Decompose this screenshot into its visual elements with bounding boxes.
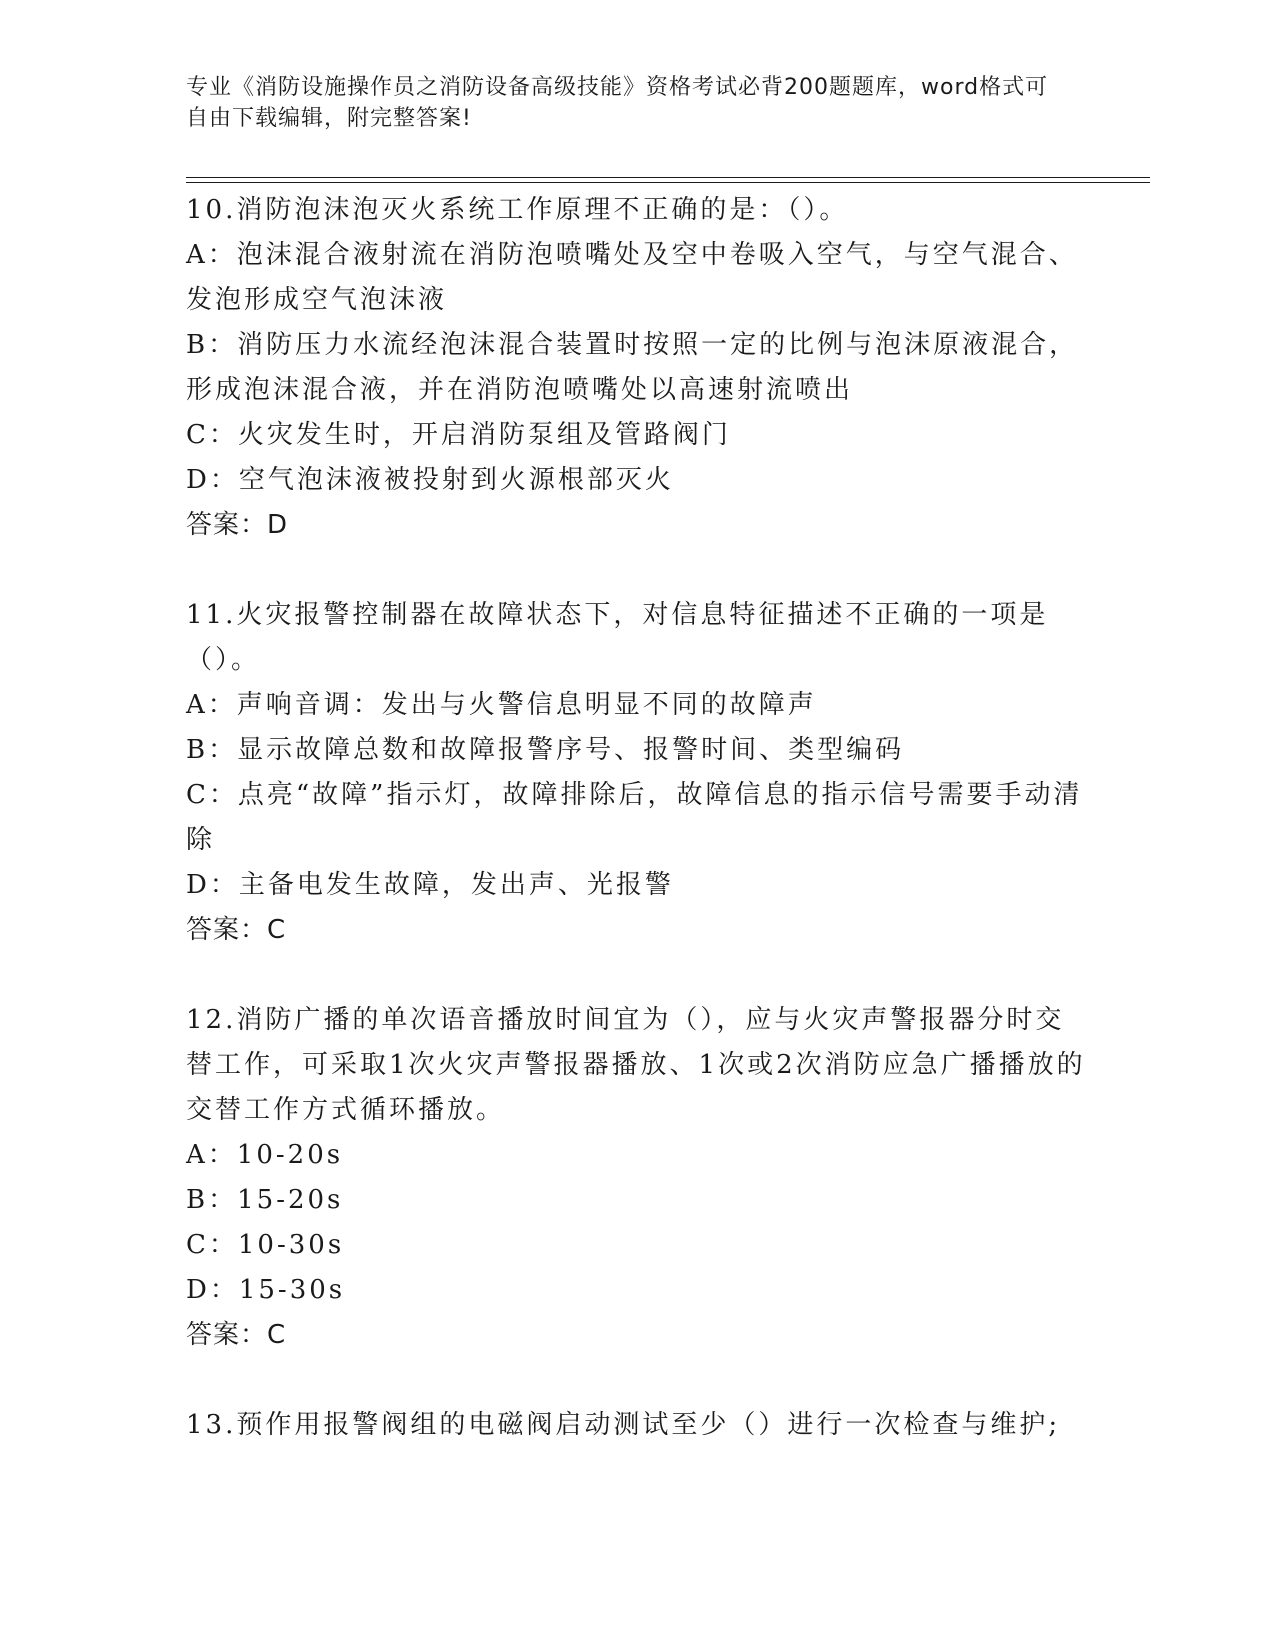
option-a: A：泡沫混合液射流在消防泡喷嘴处及空中卷吸入空气，与空气混合、发泡形成空气泡沫液: [186, 240, 1078, 315]
option-d: D：主备电发生故障，发出声、光报警: [186, 870, 674, 900]
option-b: B：显示故障总数和故障报警序号、报警时间、类型编码: [186, 735, 905, 765]
question-11: [186, 593, 1086, 953]
document-header: 专业《消防设施操作员之消防设备高级技能》资格考试必背200题题库，word格式可自由下载编辑，附完整答案!: [186, 75, 1049, 131]
option-a: A：10-20s: [186, 1140, 344, 1170]
option-c: C：10-30s: [186, 1230, 345, 1260]
question-10: [186, 188, 1086, 548]
question-list: [186, 188, 1086, 1493]
option-c: C：点亮“故障”指示灯，故障排除后，故障信息的指示信号需要手动清除: [186, 780, 1083, 855]
option-d: D：15-30s: [186, 1275, 346, 1305]
option-d: D：空气泡沫液被投射到火源根部灭火: [186, 465, 674, 495]
question-12: [186, 998, 1086, 1358]
answer: 答案：D: [186, 510, 289, 540]
answer: 答案：C: [186, 1320, 287, 1350]
option-a: A：声响音调：发出与火警信息明显不同的故障声: [186, 690, 817, 720]
question-stem: 12.消防广播的单次语音播放时间宜为（），应与火灾声警报器分时交替工作，可采取1次火灾声警报器播放、1次或2次消防应急广播播放的交替工作方式循环播放。: [186, 1005, 1086, 1125]
answer: 答案：C: [186, 915, 287, 945]
question-stem: 10.消防泡沫泡灭火系统工作原理不正确的是：（）。: [186, 195, 849, 225]
question-stem: 11.火灾报警控制器在故障状态下，对信息特征描述不正确的一项是（）。: [186, 600, 1049, 675]
option-b: B：消防压力水流经泡沫混合装置时按照一定的比例与泡沫原液混合，形成泡沫混合液，并在消防泡喷嘴处以高速射流喷出: [186, 330, 1079, 405]
header-divider-bottom: [186, 182, 1150, 183]
question-13: [186, 1403, 1086, 1448]
option-c: C：火灾发生时，开启消防泵组及管路阀门: [186, 420, 731, 450]
header-divider-top: [186, 177, 1150, 178]
question-stem: 13.预作用报警阀组的电磁阀启动测试至少（）进行一次检查与维护;: [186, 1410, 1061, 1440]
option-b: B：15-20s: [186, 1185, 344, 1215]
